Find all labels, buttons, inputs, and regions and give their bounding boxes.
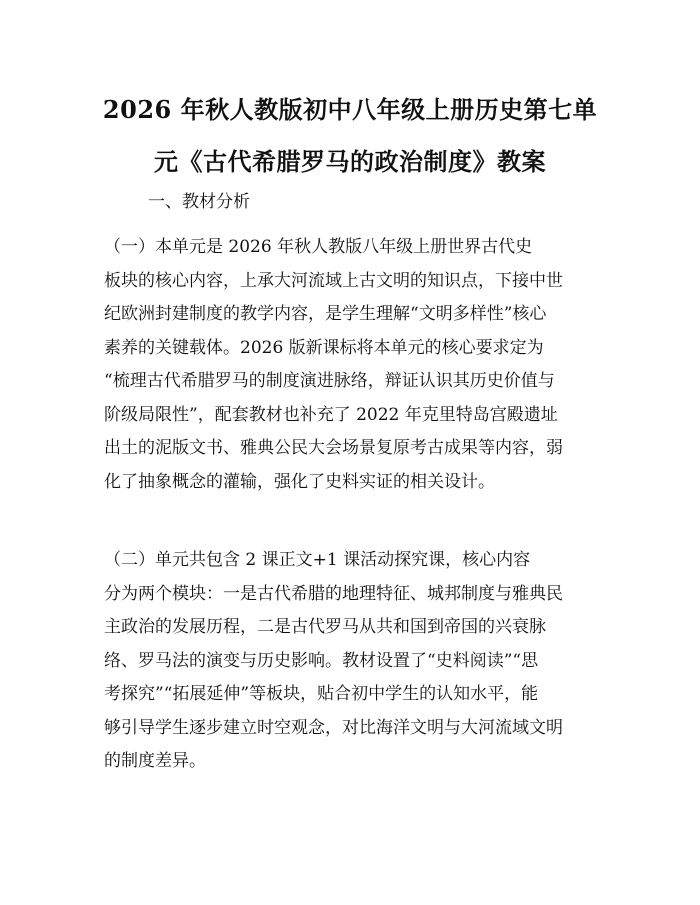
title-line: 元《古代希腊罗马的政治制度》教案 [154, 147, 546, 176]
document-title [60, 84, 640, 188]
paragraph-line: “梳理古代希腊罗马的制度演进脉络，辩证认识其历史价值与 [104, 371, 555, 391]
paragraph-line: 的制度差异。 [104, 751, 206, 771]
paragraph-line: 主政治的发展历程，二是古代罗马从共和国到帝国的兴衰脉 [104, 617, 546, 637]
paragraph-line: 够引导学生逐步建立时空观念，对比海洋文明与大河流域文明 [104, 717, 563, 738]
paragraph-line: 考探究”“拓展延伸”等板块，贴合初中学生的认知水平，能 [104, 684, 539, 704]
paragraph-line: 板块的核心内容，上承大河流域上古文明的知识点，下接中世 [104, 270, 563, 291]
paragraph-line: （二）单元共包含 2 课正文+1 课活动探究课，核心内容 [104, 550, 531, 570]
paragraph-line: （一）本单元是 2026 年秋人教版八年级上册世界古代史 [104, 237, 533, 257]
paragraph-line: 阶级局限性”，配套教材也补充了 2022 年克里特岛宫殿遗址 [104, 404, 558, 425]
paragraph-line: 化了抽象概念的灌输，强化了史料实证的相关设计。 [104, 471, 495, 492]
title-line: 2026 年秋人教版初中八年级上册历史第七单 [102, 95, 598, 124]
paragraph-line: 分为两个模块：一是古代希腊的地理特征、城邦制度与雅典民 [104, 583, 563, 604]
paragraph-line: 素养的关键载体。2026 版新课标将本单元的核心要求定为 [104, 337, 544, 358]
paragraph [104, 544, 604, 779]
paragraph-line: 出土的泥版文书、雅典公民大会场景复原考古成果等内容，弱 [104, 438, 563, 458]
paragraph-line: 纪欧洲封建制度的教学内容，是学生理解“文明多样性”核心 [104, 304, 547, 324]
paragraph-line: 络、罗马法的演变与历史影响。教材设置了“史料阅读”“思 [104, 650, 539, 671]
paragraph [104, 231, 604, 499]
section-heading: 一、教材分析 [148, 192, 250, 212]
